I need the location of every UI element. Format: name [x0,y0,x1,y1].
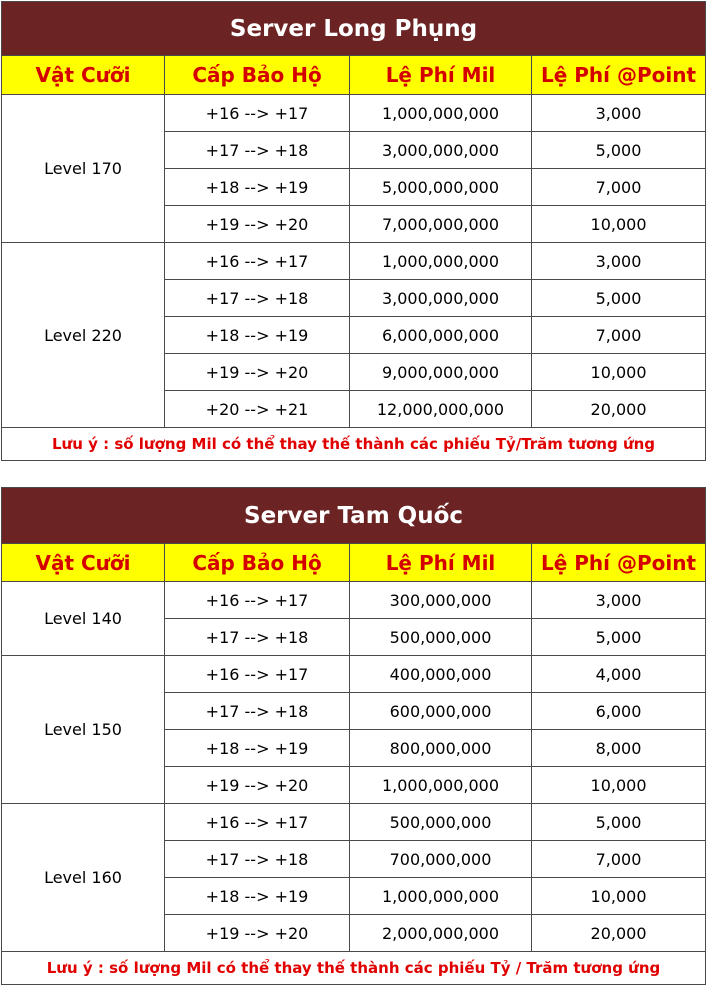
fee-table [1,487,706,985]
mil-fee-cell: 1,000,000,000 [350,878,532,915]
server-title: Server Long Phụng [2,2,706,56]
mil-fee-cell: 500,000,000 [350,804,532,841]
table-row [2,582,706,619]
mil-fee-cell: 1,000,000,000 [350,243,532,280]
mil-fee-cell: 9,000,000,000 [350,354,532,391]
mount-level-cell: Level 220 [2,243,165,428]
point-fee-cell: 7,000 [532,317,706,354]
upgrade-level-cell: +16 --> +17 [165,804,350,841]
table-row [2,95,706,132]
upgrade-level-cell: +19 --> +20 [165,206,350,243]
column-header: Lệ Phí Mil [350,544,532,582]
mil-fee-cell: 1,000,000,000 [350,95,532,132]
note-text: Lưu ý : số lượng Mil có thể thay thế thành các phiếu Tỷ / Trăm tương ứng [2,952,706,985]
mount-level-cell: Level 170 [2,95,165,243]
point-fee-cell: 8,000 [532,730,706,767]
upgrade-level-cell: +18 --> +19 [165,317,350,354]
fee-table [1,1,706,461]
column-header: Vật Cưỡi [2,56,165,95]
point-fee-cell: 5,000 [532,132,706,169]
column-header: Lệ Phí Mil [350,56,532,95]
point-fee-cell: 3,000 [532,95,706,132]
point-fee-cell: 5,000 [532,804,706,841]
upgrade-level-cell: +16 --> +17 [165,582,350,619]
column-header: Lệ Phí @Point [532,544,706,582]
point-fee-cell: 4,000 [532,656,706,693]
table-row [2,243,706,280]
mil-fee-cell: 300,000,000 [350,582,532,619]
upgrade-level-cell: +16 --> +17 [165,656,350,693]
note-text: Lưu ý : số lượng Mil có thể thay thế thành các phiếu Tỷ/Trăm tương ứng [2,428,706,461]
point-fee-cell: 20,000 [532,915,706,952]
column-header: Cấp Bảo Hộ [165,544,350,582]
column-header: Cấp Bảo Hộ [165,56,350,95]
mil-fee-cell: 6,000,000,000 [350,317,532,354]
mount-level-cell: Level 160 [2,804,165,952]
upgrade-level-cell: +18 --> +19 [165,169,350,206]
mil-fee-cell: 1,000,000,000 [350,767,532,804]
column-header: Vật Cưỡi [2,544,165,582]
mil-fee-cell: 3,000,000,000 [350,280,532,317]
mil-fee-cell: 2,000,000,000 [350,915,532,952]
point-fee-cell: 5,000 [532,280,706,317]
upgrade-level-cell: +16 --> +17 [165,243,350,280]
point-fee-cell: 20,000 [532,391,706,428]
upgrade-level-cell: +19 --> +20 [165,767,350,804]
mil-fee-cell: 12,000,000,000 [350,391,532,428]
point-fee-cell: 10,000 [532,878,706,915]
mil-fee-cell: 700,000,000 [350,841,532,878]
point-fee-cell: 3,000 [532,243,706,280]
mount-level-cell: Level 150 [2,656,165,804]
table-row [2,656,706,693]
point-fee-cell: 10,000 [532,767,706,804]
point-fee-cell: 6,000 [532,693,706,730]
upgrade-level-cell: +18 --> +19 [165,878,350,915]
point-fee-cell: 10,000 [532,206,706,243]
point-fee-cell: 10,000 [532,354,706,391]
point-fee-cell: 5,000 [532,619,706,656]
upgrade-level-cell: +17 --> +18 [165,280,350,317]
upgrade-level-cell: +17 --> +18 [165,841,350,878]
column-header: Lệ Phí @Point [532,56,706,95]
mil-fee-cell: 800,000,000 [350,730,532,767]
mil-fee-cell: 500,000,000 [350,619,532,656]
mil-fee-cell: 7,000,000,000 [350,206,532,243]
upgrade-level-cell: +18 --> +19 [165,730,350,767]
upgrade-level-cell: +17 --> +18 [165,619,350,656]
upgrade-level-cell: +17 --> +18 [165,132,350,169]
upgrade-level-cell: +19 --> +20 [165,354,350,391]
mil-fee-cell: 3,000,000,000 [350,132,532,169]
upgrade-level-cell: +20 --> +21 [165,391,350,428]
point-fee-cell: 7,000 [532,841,706,878]
mount-level-cell: Level 140 [2,582,165,656]
server-title: Server Tam Quốc [2,488,706,544]
upgrade-level-cell: +19 --> +20 [165,915,350,952]
mil-fee-cell: 400,000,000 [350,656,532,693]
point-fee-cell: 7,000 [532,169,706,206]
upgrade-level-cell: +16 --> +17 [165,95,350,132]
mil-fee-cell: 600,000,000 [350,693,532,730]
table-row [2,804,706,841]
point-fee-cell: 3,000 [532,582,706,619]
mil-fee-cell: 5,000,000,000 [350,169,532,206]
upgrade-level-cell: +17 --> +18 [165,693,350,730]
